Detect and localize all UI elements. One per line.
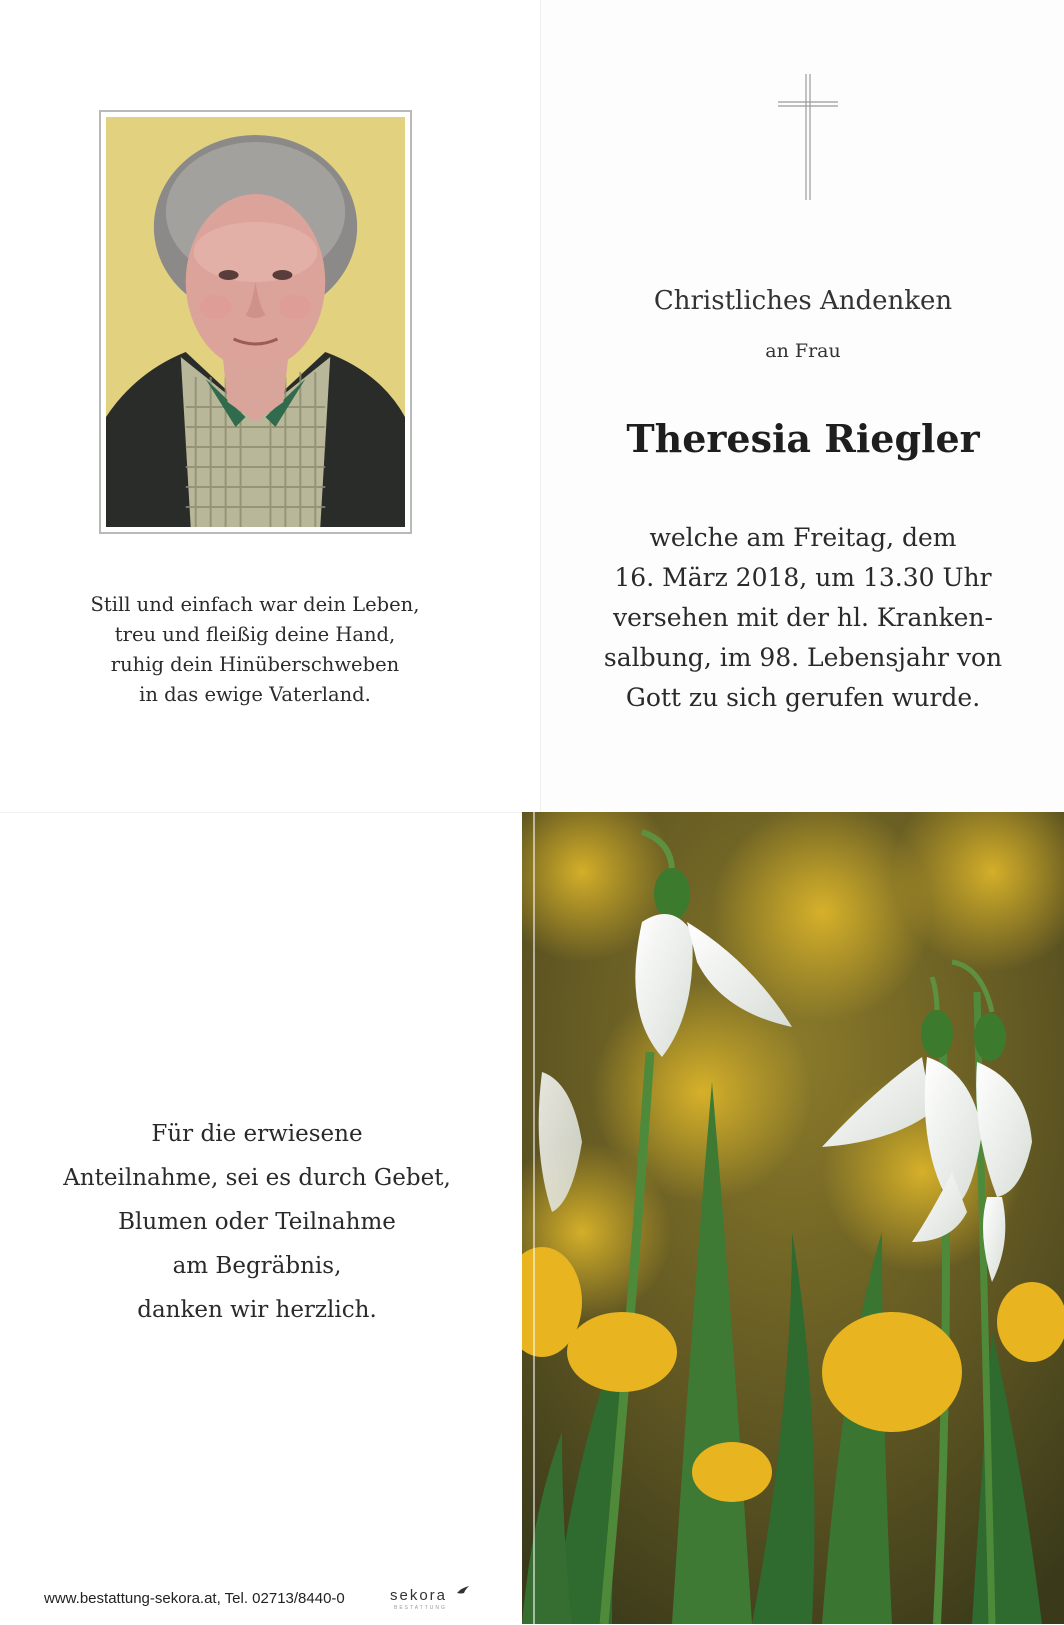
poem-line: ruhig dein Hinüberschweben — [110, 653, 400, 676]
obituary-line: welche am Freitag, dem — [649, 523, 957, 552]
obituary-panel — [540, 0, 1064, 812]
thanks-line: Für die erwiesene — [151, 1121, 363, 1147]
logo-subtext: BESTATTUNG — [394, 1605, 447, 1611]
poem-line: Still und einfach war dein Leben, — [90, 593, 420, 616]
flower-picture — [522, 812, 1064, 1624]
poem-line: treu und fleißig deine Hand, — [114, 623, 396, 646]
obituary-text — [541, 518, 1064, 718]
logo-text: sekora — [390, 1587, 448, 1604]
memorial-heading: Christliches Andenken — [653, 286, 953, 316]
thanks-text — [22, 1112, 492, 1332]
footer-contact: www.bestattung-sekora.at, Tel. 02713/8440-0 — [44, 1590, 345, 1607]
poem-line: in das ewige Vaterland. — [139, 683, 371, 706]
portrait-photo — [99, 110, 412, 534]
obituary-line: 16. März 2018, um 13.30 Uhr — [614, 563, 992, 592]
obituary-line: Gott zu sich gerufen wurde. — [625, 683, 981, 712]
thanks-line: am Begräbnis, — [172, 1253, 342, 1279]
sekora-logo — [390, 1587, 470, 1615]
portrait-panel — [0, 0, 540, 812]
cross-icon — [778, 74, 838, 200]
thanks-line: danken wir herzlich. — [137, 1297, 377, 1323]
obituary-line: salbung, im 98. Lebensjahr von — [603, 643, 1003, 672]
portrait-image — [106, 117, 405, 527]
deceased-name: Theresia Riegler — [626, 416, 980, 461]
thanks-line: Anteilnahme, sei es durch Gebet, — [63, 1165, 451, 1191]
obituary-line: versehen mit der hl. Kranken- — [613, 603, 993, 632]
poem — [40, 590, 470, 710]
snowdrop-image — [522, 812, 1064, 1624]
memorial-subheading: an Frau — [765, 340, 841, 362]
bird-icon — [456, 1585, 470, 1597]
thanks-line: Blumen oder Teilnahme — [118, 1209, 396, 1235]
